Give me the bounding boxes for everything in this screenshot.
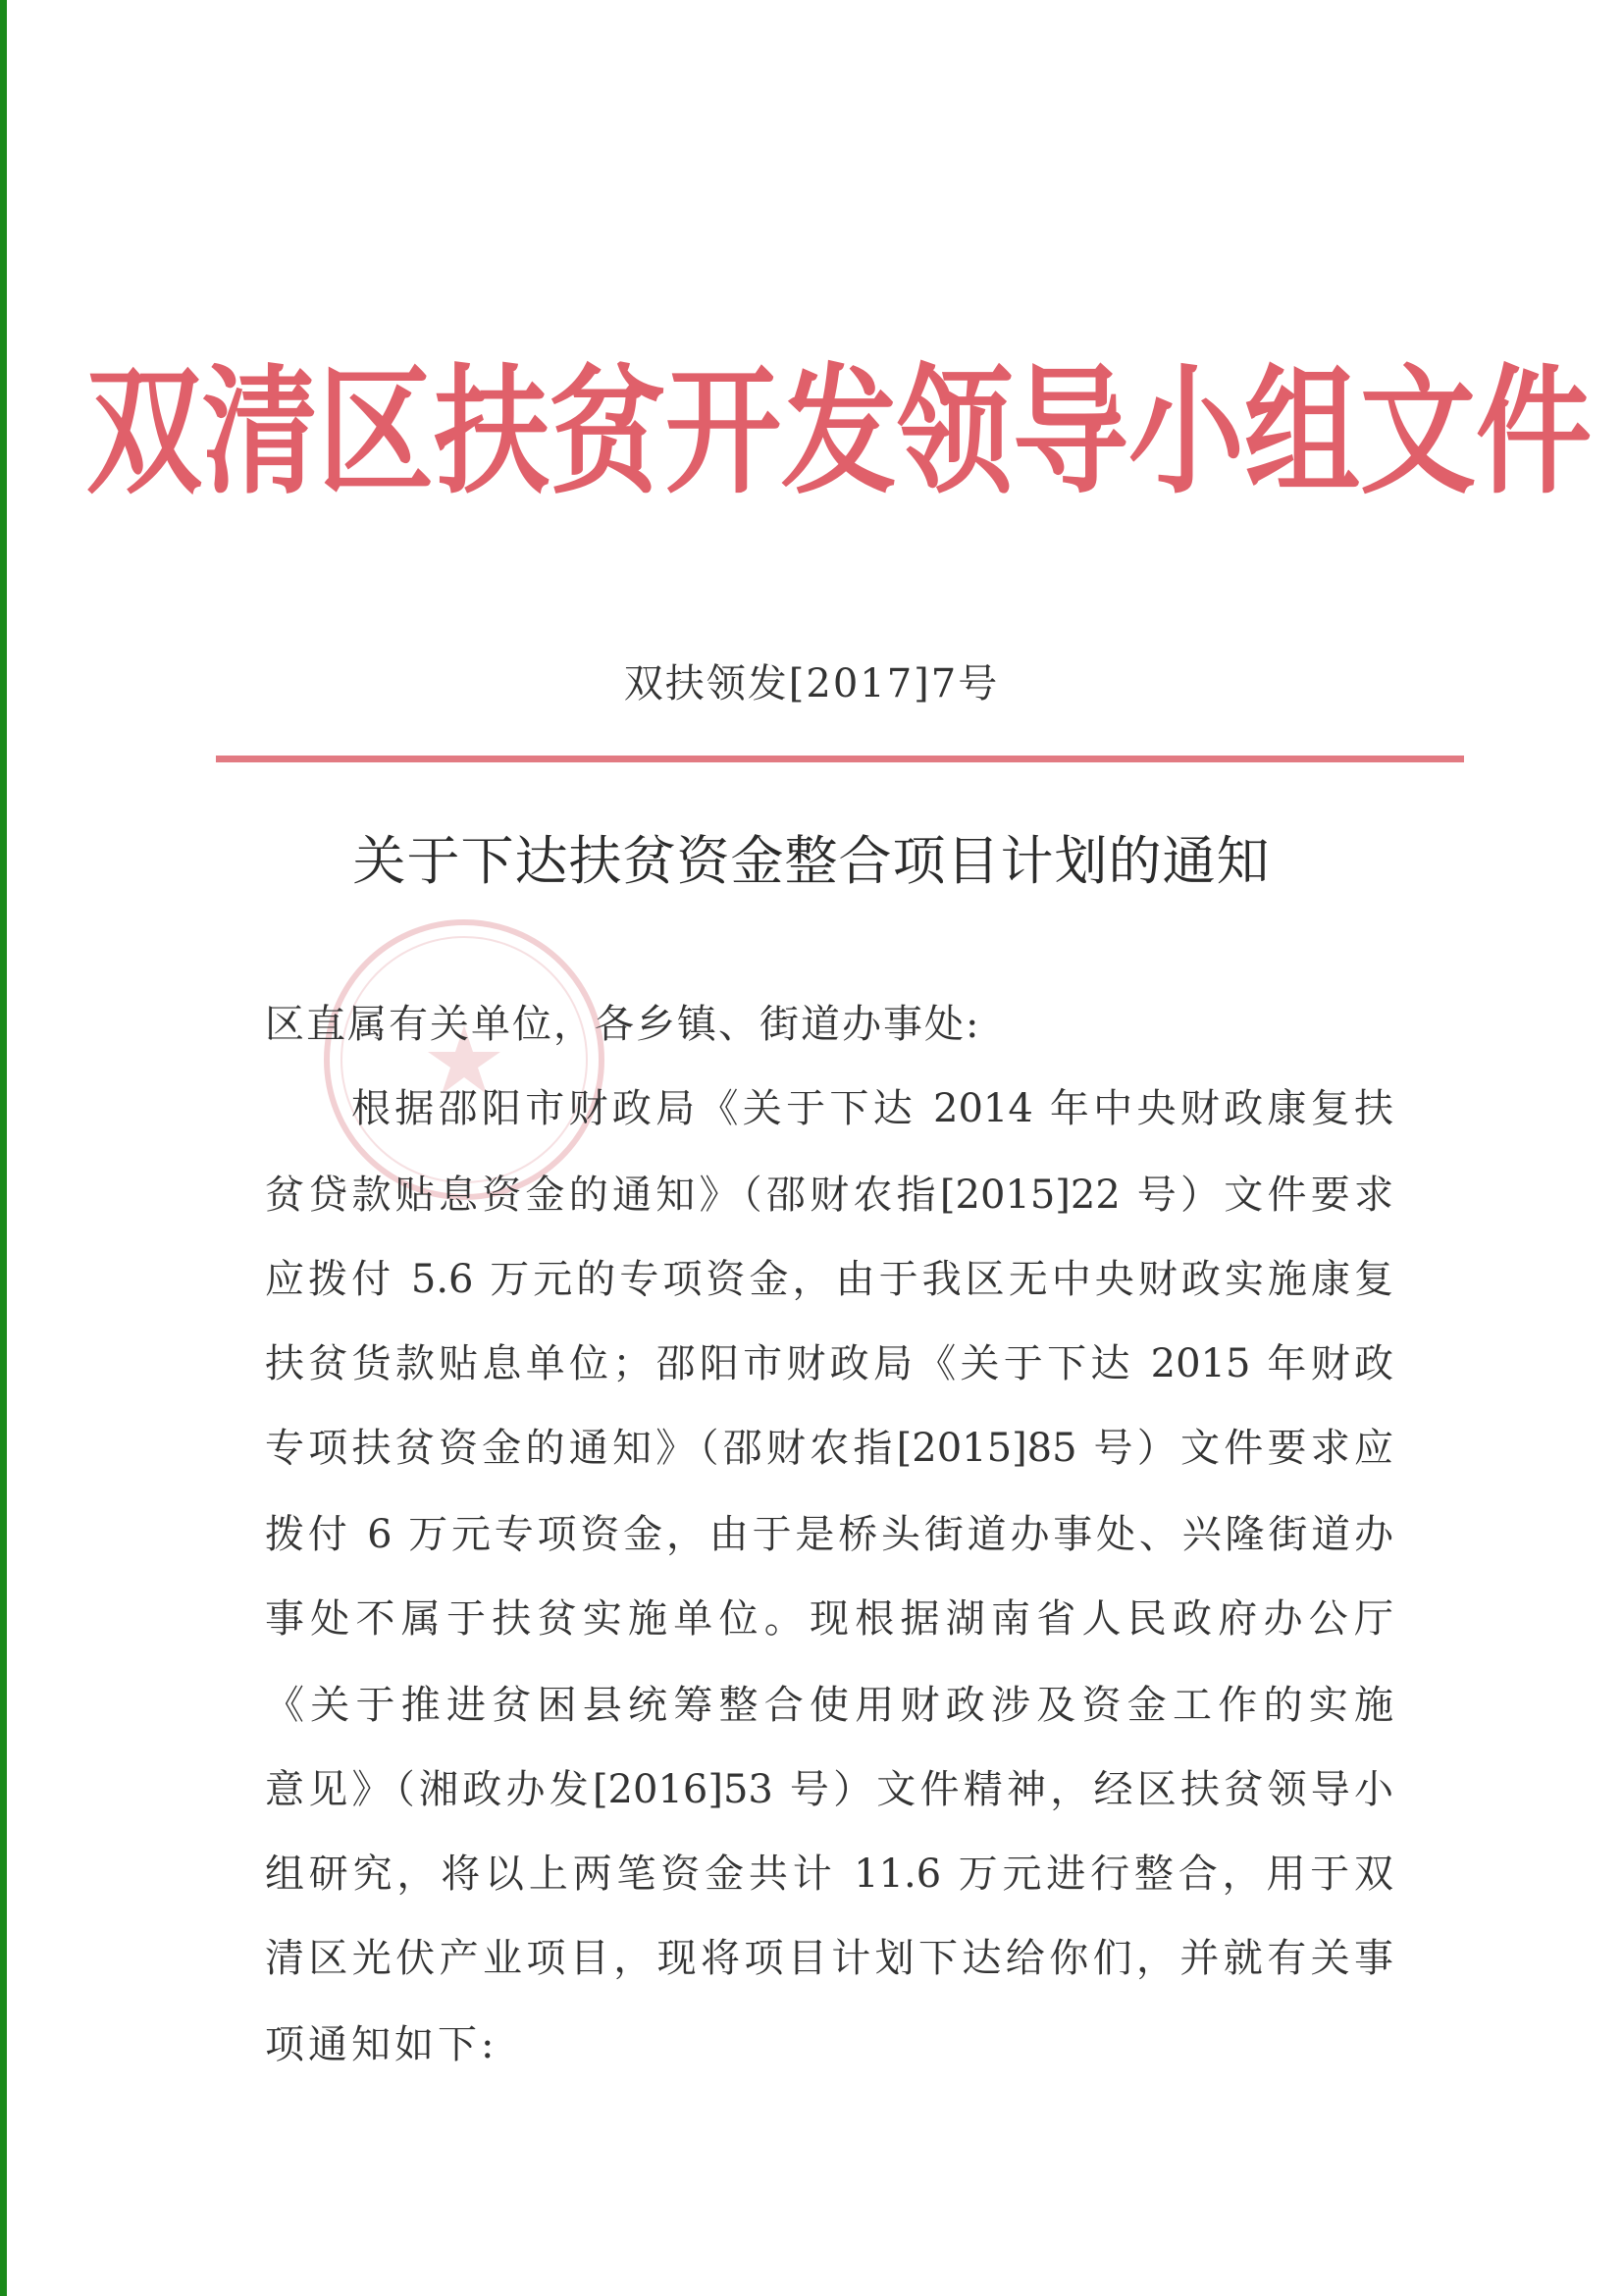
body-line: 意见》（湘政办发[2016]53 号）文件精神，经区扶贫领导小	[265, 1767, 1393, 1812]
body-line: 扶贫货款贴息单位；邵阳市财政局《关于下达 2015 年财政	[265, 1341, 1393, 1386]
body-line: 组研究，将以上两笔资金共计 11.6 万元进行整合，用于双	[265, 1852, 1393, 1897]
body-line: 事处不属于扶贫实施单位。现根据湖南省人民政府办公厅	[265, 1596, 1393, 1642]
addressee-line: 区直属有关单位，各乡镇、街道办事处:	[265, 1002, 981, 1047]
notice-title: 关于下达扶贫资金整合项目计划的通知	[352, 830, 1271, 892]
body-line: 拨付 6 万元专项资金，由于是桥头街道办事处、兴隆街道办	[265, 1512, 1393, 1557]
body-line: 项通知如下:	[265, 2022, 498, 2067]
body-line: 清区光伏产业项目，现将项目计划下达给你们，并就有关事	[265, 1936, 1393, 1981]
body-line: 根据邵阳市财政局《关于下达 2014 年中央财政康复扶	[351, 1086, 1393, 1131]
body-line: 应拨付 5.6 万元的专项资金，由于我区无中央财政实施康复	[265, 1257, 1393, 1302]
document-header-title: 双清区扶贫开发领导小组文件	[86, 350, 1593, 513]
body-line: 《关于推进贫困县统筹整合使用财政涉及资金工作的实施	[265, 1683, 1393, 1728]
red-divider-rule	[216, 756, 1464, 762]
scan-left-edge	[0, 0, 7, 2296]
body-line: 贫贷款贴息资金的通知》（邵财农指[2015]22 号）文件要求	[265, 1173, 1393, 1218]
document-number: 双扶领发[2017]7号	[623, 661, 1000, 706]
body-line: 专项扶贫资金的通知》（邵财农指[2015]85 号）文件要求应	[265, 1426, 1393, 1471]
